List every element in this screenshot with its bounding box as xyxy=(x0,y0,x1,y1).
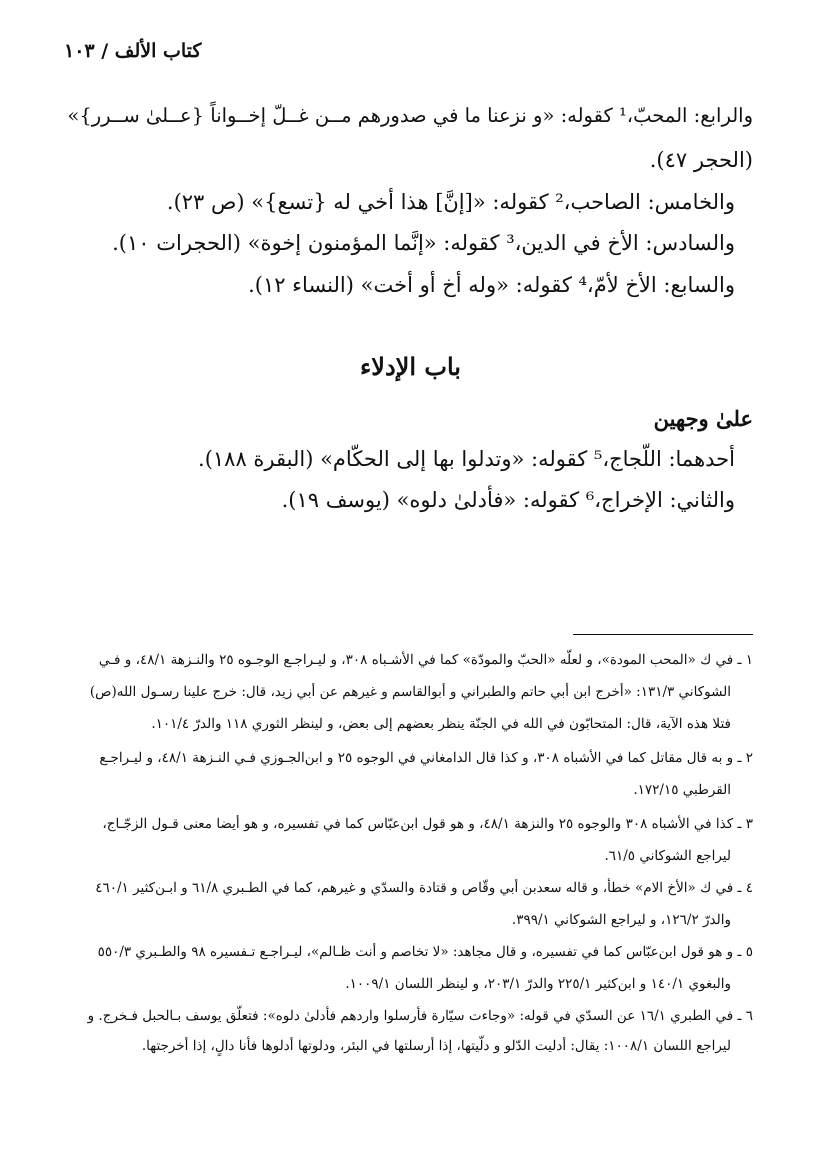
footnote-2-line-1: ٢ ـ و به قال مقاتل كما في الأشباه ٣٠٨، و كذا قال الدامغاني في الوجوه ٢٥ و ابن‌الجـوزي فـي النـزهة ٤٨/١، و ليـراجـع xyxy=(99,750,753,766)
main-text xyxy=(63,104,753,304)
footnote-2-line-2: القرطبي ١٧٢/١٥. xyxy=(633,782,731,798)
entry-fifth: والخامس: الصاحب،² كقوله: «[إنَّ] هذا أخي له {تسع}» (ص ٢٣). xyxy=(166,190,735,214)
footnote-6-line-1: ٦ ـ في الطبري ١٦/١ عن السدّي في قوله: «وجاءت سيّارة فأرسلوا واردهم فأدلىٰ دلوه»: فتعلّق يوسف بـالحبل فـخرج. و xyxy=(87,1008,753,1024)
footnotes xyxy=(63,652,753,1052)
footnote-divider xyxy=(573,634,753,635)
footnote-3-line-1: ٣ ـ كذا في الأشباه ٣٠٨ والوجوه ٢٥ والنزهة ٤٨/١، و هو قول ابن‌عبّاس كما في تفسيره، و هو أيضا معنى قـول الزجّـاج، xyxy=(102,816,753,832)
footnote-3-line-2: ليراجع الشوكاني ٦١/٥. xyxy=(604,848,731,864)
section-text xyxy=(63,406,753,526)
footnote-5-line-1: ٥ ـ و هو قول ابن‌عبّاس كما في تفسيره، و قال مجاهد: «لا تخاصم و أنت ظـالم»، ليـراجـع تـفسيره ٩٨ والطـبري ٥٥٠/٣ xyxy=(97,944,753,960)
entry-seventh: والسابع: الأخ لأمّ،⁴ كقوله: «وله أخ أو أخت» (النساء ١٢). xyxy=(248,273,735,297)
section-item-second: والثاني: الإخراج،⁶ كقوله: «فأدلىٰ دلوه» (يوسف ١٩). xyxy=(281,488,735,512)
entry-fourth-line-1: والرابع: المحبّ،¹ كقوله: «و نزعنا ما في صدورهم مــن غــلّ إخــواناً {عــلىٰ ســرر}» xyxy=(67,104,753,127)
entry-sixth: والسادس: الأخ في الدين،³ كقوله: «إنَّما المؤمنون إخوة» (الحجرات ١٠). xyxy=(112,231,735,255)
footnote-4-line-2: والدرّ ١٢٦/٢، و ليراجع الشوكاني ٣٩٩/١. xyxy=(511,912,731,928)
running-header: كتاب الألف / ١٠٣ xyxy=(64,40,202,62)
section-item-first: أحدهما: اللّجاج،⁵ كقوله: «وتدلوا بها إلى الحكّام» (البقرة ١٨٨). xyxy=(198,447,735,471)
footnote-1-line-1: ١ ـ في ك «المحب المودة»، و لعلّه «الحبّ والمودّة» كما في الأشـباه ٣٠٨، و ليـراجـع الوجـوه ٢٥ والنـزهة ٤٨/١، و فـي xyxy=(98,652,753,668)
footnote-5-line-2: والبغوي ١٤٠/١ و ابن‌كثير ٢٢٥/١ والدرّ ٢٠٣/١، و لينظر اللسان ١٠٠٩/١. xyxy=(345,976,731,992)
footnote-1-line-2: الشوكاني ١٣١/٣: «أخرج ابن أبي حاتم والطبراني و أبوالقاسم و غيرهم عن أبي زيد، قال: خرج علينا رسـول الله(ص) xyxy=(89,684,731,700)
footnote-6-line-2: ليراجع اللسان ١٠٠٨/١: يقال: أدليت الدّلو و دلّيتها، إذا أرسلتها في البئر، ودلوتها أدلوها فأنا دالٍ، إذا أخرجتها. xyxy=(141,1038,731,1054)
section-subhead: علىٰ وجهين xyxy=(653,406,753,431)
footnote-4-line-1: ٤ ـ في ك «الأخ الام» خطأ، و قاله سعدبن أبي وقّاص و قتادة والسدّي و غيرهم، كما في الطـبري ٦١/٨ و ابـن‌كثير ٤٦٠/١ xyxy=(95,880,753,896)
section-title: باب الإدلاء xyxy=(360,352,461,381)
entry-fourth-line-2: (الحجر ٤٧). xyxy=(649,148,753,172)
footnote-1-line-3: فتلا هذه الآية، قال: المتحابّون في الله في الجنّة ينظر بعضهم إلى بعض، و لينظر الثوري ١١٨ والدرّ ١٠١/٤. xyxy=(151,716,731,732)
